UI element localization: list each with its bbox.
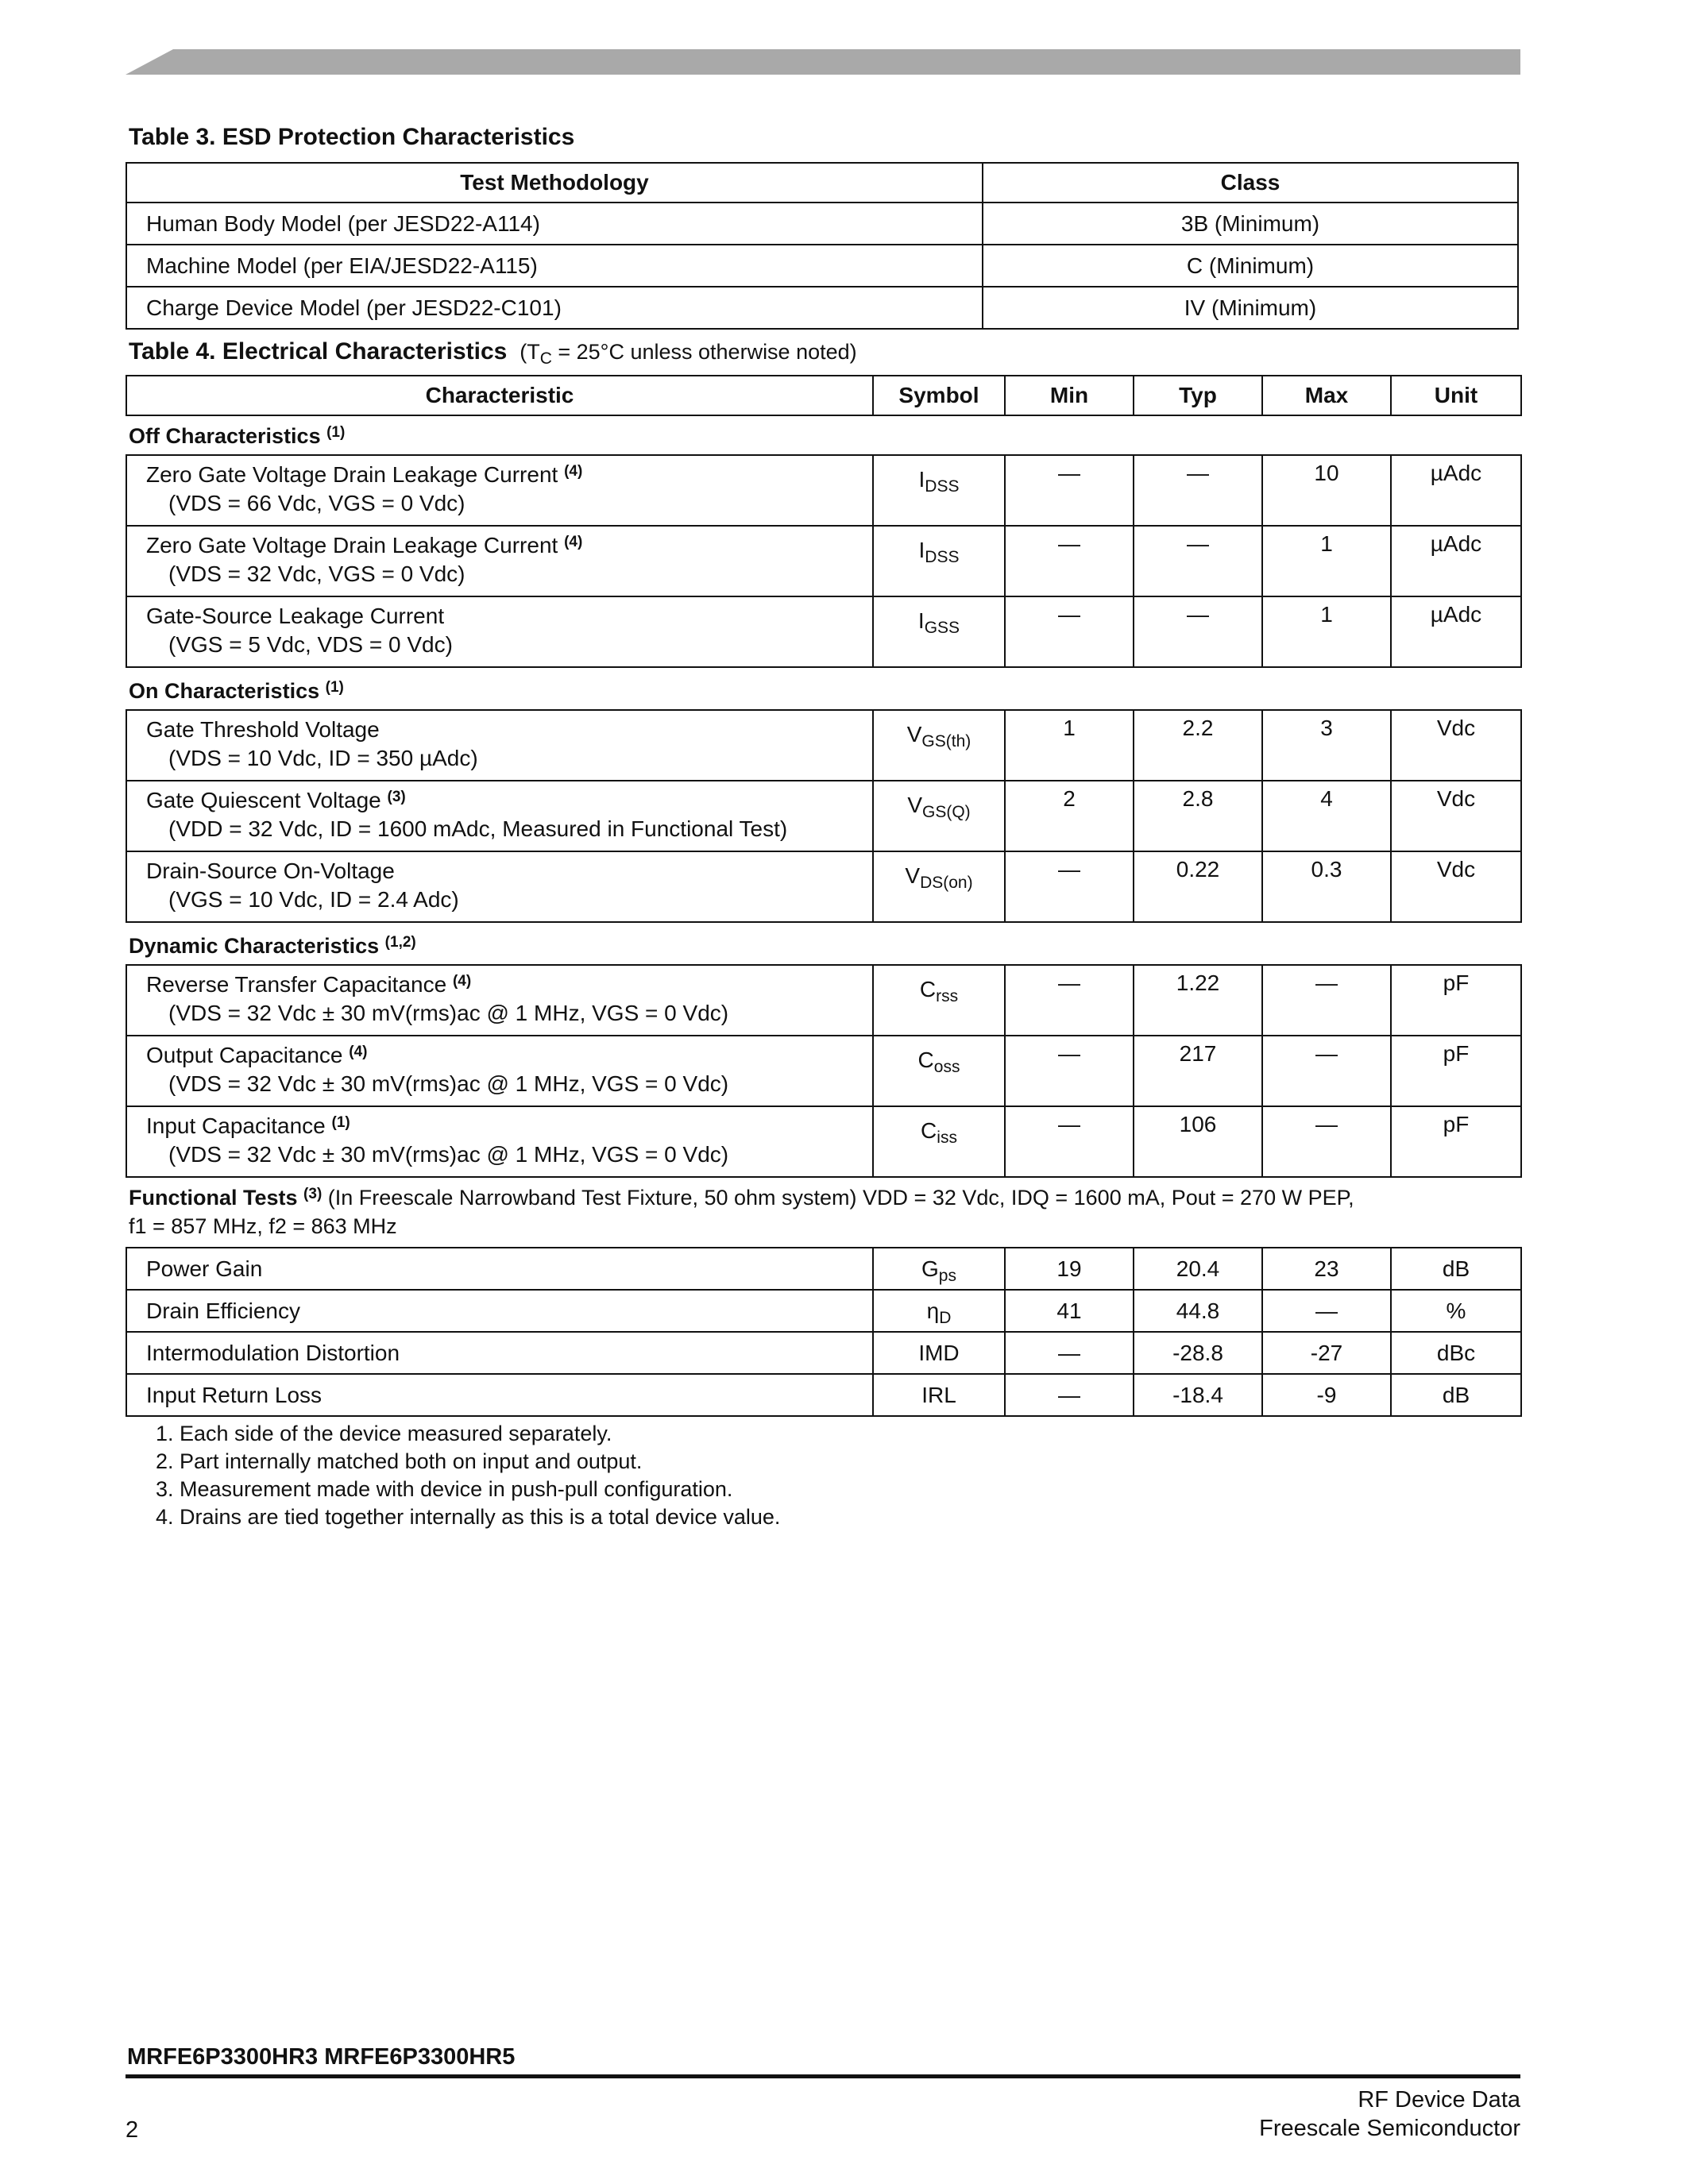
symbol-cell: $V_{GS(Q)}$ — [873, 781, 1005, 851]
header-symbol: Symbol — [873, 376, 1005, 415]
characteristic-cell: Power Gain — [126, 1248, 873, 1290]
typ-cell: — — [1134, 596, 1262, 667]
characteristic-cell: Gate Threshold Voltage (VDS = 10 Vdc, ID = 350 µAdc) — [126, 710, 873, 781]
table-row — [126, 596, 1521, 667]
max-cell: 3 — [1262, 710, 1391, 781]
symbol-cell: $I_{DSS}$ — [873, 526, 1005, 596]
characteristic-cell: Drain-Source On-Voltage (VGS = 10 Vdc, ID = 2.4 Adc) — [126, 851, 873, 922]
method-cell: Charge Device Model (per JESD22-C101) — [126, 287, 983, 329]
dynamic-characteristics-table — [126, 964, 1522, 1178]
characteristic-cell: Gate-Source Leakage Current (VGS = 5 Vdc, VDS = 0 Vdc) — [126, 596, 873, 667]
symbol-cell: $V_{GS(th)}$ — [873, 710, 1005, 781]
table-row — [126, 245, 1518, 287]
characteristic-cell: Intermodulation Distortion — [126, 1332, 873, 1374]
min-cell: — — [1005, 851, 1134, 922]
max-cell: 23 — [1262, 1248, 1391, 1290]
class-cell: IV (Minimum) — [983, 287, 1518, 329]
min-cell: — — [1005, 965, 1134, 1036]
table-row — [126, 1248, 1521, 1290]
symbol-cell: $\eta_D$ — [873, 1290, 1005, 1332]
table-row — [126, 526, 1521, 596]
unit-cell: % — [1391, 1290, 1521, 1332]
max-cell: -9 — [1262, 1374, 1391, 1416]
characteristic-cell: Reverse Transfer Capacitance $^{(4)}$ (VDS = 32 Vdc ± 30 mV(rms)ac @ 1 MHz, VGS = 0 Vdc) — [126, 965, 873, 1036]
symbol-cell: $I_{DSS}$ — [873, 455, 1005, 526]
class-cell: C (Minimum) — [983, 245, 1518, 287]
footnote: 3. Measurement made with device in push-pull configuration. — [156, 1477, 733, 1501]
table4-title: Table 4. Electrical Characteristics — [129, 338, 508, 365]
max-cell: 1 — [1262, 596, 1391, 667]
table-row — [126, 1106, 1521, 1177]
characteristic-cell: Output Capacitance $^{(4)}$ (VDS = 32 Vdc ± 30 mV(rms)ac @ 1 MHz, VGS = 0 Vdc) — [126, 1036, 873, 1106]
symbol-cell: $C_{oss}$ — [873, 1036, 1005, 1106]
footnote: 4. Drains are tied together internally as this is a total device value. — [156, 1505, 781, 1529]
min-cell: — — [1005, 1036, 1134, 1106]
table4-caption — [129, 338, 857, 368]
off-characteristics-table — [126, 454, 1522, 668]
table-row — [126, 287, 1518, 329]
functional-tests-heading: Functional Tests $^{(3)}$ (In Freescale Narrowband Test Fixture, 50 ohm system) VDD = 32 Vdc, IDQ = 1600 mA, Pout = 270 W PEP, f1 = 857 MHz, f2 = 863 MHz — [129, 1186, 1354, 1238]
typ-cell: 20.4 — [1134, 1248, 1262, 1290]
unit-cell: Vdc — [1391, 710, 1521, 781]
header-unit: Unit — [1391, 376, 1521, 415]
min-cell: 1 — [1005, 710, 1134, 781]
footnote: 1. Each side of the device measured separately. — [156, 1422, 612, 1445]
unit-cell: dB — [1391, 1248, 1521, 1290]
dynamic-characteristics-heading: Dynamic Characteristics $^{(1,2)}$ — [129, 934, 416, 958]
min-cell: — — [1005, 1374, 1134, 1416]
footnote: 2. Part internally matched both on input and output. — [156, 1449, 643, 1473]
characteristic-cell: Input Return Loss — [126, 1374, 873, 1416]
table-row — [126, 710, 1521, 781]
header-typ: Typ — [1134, 376, 1262, 415]
footer-part-numbers: MRFE6P3300HR3 MRFE6P3300HR5 — [127, 2044, 516, 2070]
header-test-methodology: Test Methodology — [126, 163, 983, 203]
typ-cell: 1.22 — [1134, 965, 1262, 1036]
class-cell: 3B (Minimum) — [983, 203, 1518, 245]
min-cell: — — [1005, 1332, 1134, 1374]
max-cell: 4 — [1262, 781, 1391, 851]
typ-cell: — — [1134, 455, 1262, 526]
max-cell: — — [1262, 1036, 1391, 1106]
min-cell: — — [1005, 1106, 1134, 1177]
min-cell: — — [1005, 596, 1134, 667]
header-banner — [126, 49, 1520, 75]
page-number: 2 — [126, 2117, 139, 2143]
typ-cell: -28.8 — [1134, 1332, 1262, 1374]
unit-cell: Vdc — [1391, 781, 1521, 851]
table3-caption: Table 3. ESD Protection Characteristics — [129, 124, 575, 150]
table-row — [126, 1332, 1521, 1374]
characteristic-cell: Zero Gate Voltage Drain Leakage Current $^{(4)}$ (VDS = 32 Vdc, VGS = 0 Vdc) — [126, 526, 873, 596]
symbol-cell: $C_{iss}$ — [873, 1106, 1005, 1177]
footer-divider — [126, 2074, 1520, 2078]
min-cell: — — [1005, 455, 1134, 526]
table4-note: ($T_C = 25^\circ C$ unless otherwise noted) — [520, 340, 857, 368]
header-max: Max — [1262, 376, 1391, 415]
method-cell: Human Body Model (per JESD22-A114) — [126, 203, 983, 245]
symbol-cell: $C_{rss}$ — [873, 965, 1005, 1036]
typ-cell: 217 — [1134, 1036, 1262, 1106]
footer-rf-device-data: RF Device Data — [1358, 2087, 1520, 2113]
functional-tests-table — [126, 1247, 1522, 1417]
typ-cell: 0.22 — [1134, 851, 1262, 922]
typ-cell: — — [1134, 526, 1262, 596]
max-cell: — — [1262, 1106, 1391, 1177]
symbol-cell: $V_{DS(on)}$ — [873, 851, 1005, 922]
unit-cell: µAdc — [1391, 596, 1521, 667]
min-cell: 2 — [1005, 781, 1134, 851]
electrical-header-table — [126, 375, 1522, 416]
header-class: Class — [983, 163, 1518, 203]
unit-cell: dB — [1391, 1374, 1521, 1416]
unit-cell: pF — [1391, 1036, 1521, 1106]
min-cell: 19 — [1005, 1248, 1134, 1290]
unit-cell: pF — [1391, 965, 1521, 1036]
max-cell: — — [1262, 1290, 1391, 1332]
min-cell: — — [1005, 526, 1134, 596]
symbol-cell: IRL — [873, 1374, 1005, 1416]
table-row — [126, 455, 1521, 526]
header-characteristic: Characteristic — [126, 376, 873, 415]
typ-cell: -18.4 — [1134, 1374, 1262, 1416]
unit-cell: Vdc — [1391, 851, 1521, 922]
characteristic-cell: Zero Gate Voltage Drain Leakage Current $^{(4)}$ (VDS = 66 Vdc, VGS = 0 Vdc) — [126, 455, 873, 526]
min-cell: 41 — [1005, 1290, 1134, 1332]
typ-cell: 106 — [1134, 1106, 1262, 1177]
table-row — [126, 965, 1521, 1036]
max-cell: -27 — [1262, 1332, 1391, 1374]
typ-cell: 2.2 — [1134, 710, 1262, 781]
unit-cell: µAdc — [1391, 455, 1521, 526]
on-characteristics-heading: On Characteristics $^{(1)}$ — [129, 679, 344, 703]
max-cell: — — [1262, 965, 1391, 1036]
table-row — [126, 1374, 1521, 1416]
method-cell: Machine Model (per EIA/JESD22-A115) — [126, 245, 983, 287]
on-characteristics-table — [126, 709, 1522, 923]
header-min: Min — [1005, 376, 1134, 415]
table-row — [126, 1036, 1521, 1106]
symbol-cell: $I_{GSS}$ — [873, 596, 1005, 667]
table-row — [126, 1290, 1521, 1332]
off-characteristics-heading: Off Characteristics $^{(1)}$ — [129, 424, 346, 448]
characteristic-cell: Gate Quiescent Voltage $^{(3)}$ (VDD = 32 Vdc, ID = 1600 mAdc, Measured in Functional Test) — [126, 781, 873, 851]
footer-company: Freescale Semiconductor — [1259, 2116, 1520, 2141]
max-cell: 0.3 — [1262, 851, 1391, 922]
symbol-cell: $G_{ps}$ — [873, 1248, 1005, 1290]
characteristic-cell: Input Capacitance $^{(1)}$ (VDS = 32 Vdc ± 30 mV(rms)ac @ 1 MHz, VGS = 0 Vdc) — [126, 1106, 873, 1177]
characteristic-cell: Drain Efficiency — [126, 1290, 873, 1332]
table-row — [126, 203, 1518, 245]
unit-cell: pF — [1391, 1106, 1521, 1177]
table-row — [126, 851, 1521, 922]
typ-cell: 44.8 — [1134, 1290, 1262, 1332]
unit-cell: µAdc — [1391, 526, 1521, 596]
max-cell: 1 — [1262, 526, 1391, 596]
table-row — [126, 781, 1521, 851]
typ-cell: 2.8 — [1134, 781, 1262, 851]
footnotes — [156, 1420, 780, 1531]
esd-table — [126, 162, 1519, 330]
unit-cell: dBc — [1391, 1332, 1521, 1374]
max-cell: 10 — [1262, 455, 1391, 526]
symbol-cell: IMD — [873, 1332, 1005, 1374]
